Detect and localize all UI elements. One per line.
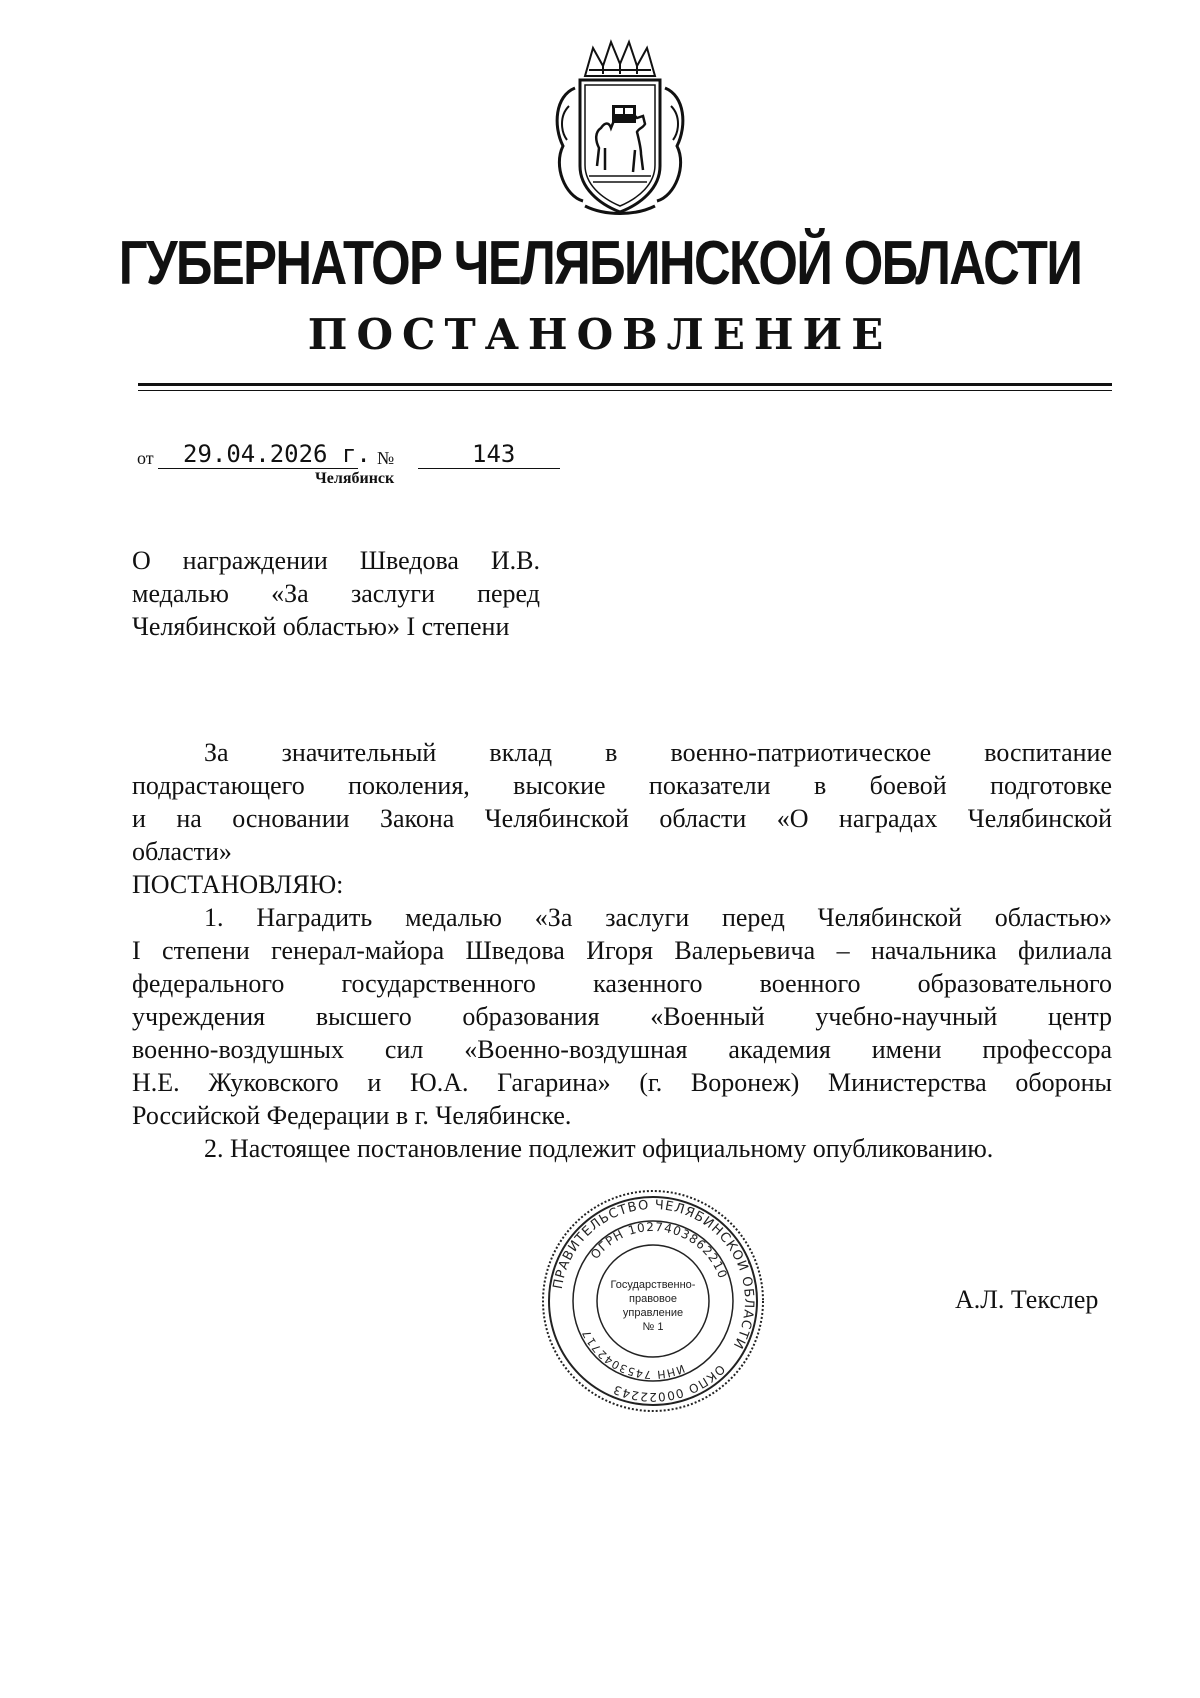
document-body (132, 736, 1112, 1165)
preamble-line: и на основании Закона Челябинской области «О наградах Челябинской (132, 804, 1112, 833)
item1-line: учреждения высшего образования «Военный учебно-научный центр (132, 1002, 1112, 1031)
seal-outer-text: ПРАВИТЕЛЬСТВО ЧЕЛЯБИНСКОЙ ОБЛАСТИ (550, 1197, 757, 1352)
subject-line: медалью «За заслуги перед (132, 579, 540, 608)
seal-center-line: управление (622, 1307, 684, 1319)
preamble-line: За значительный вклад в военно-патриотическое воспитание (204, 738, 1112, 767)
number-prefix: № (377, 448, 395, 468)
document-city: Челябинск (315, 470, 395, 487)
resolve-heading: ПОСТАНОВЛЯЮ: (132, 870, 344, 899)
seal-okpo: ОКПО 00022243 (610, 1361, 728, 1405)
seal-center-line: Государственно- (610, 1279, 696, 1291)
subject-line: Челябинской областью» I степени (132, 612, 510, 641)
item1-line: военно-воздушных сил «Военно-воздушная академия имени профессора (132, 1035, 1112, 1064)
signatory-name: А.Л. Текслер (955, 1285, 1099, 1314)
item1-line: Российской Федерации в г. Челябинске. (132, 1101, 572, 1130)
official-seal (538, 1186, 768, 1416)
seal-center-line: № 1 (642, 1321, 664, 1333)
seal-ogrn: ОГРН 1027403862210 (587, 1219, 731, 1281)
document-type: ПОСТАНОВЛЕНИЕ (307, 310, 893, 359)
authority-title: ГУБЕРНАТОР ЧЕЛЯБИНСКОЙ ОБЛАСТИ (118, 229, 1082, 298)
preamble-line: области» (132, 837, 232, 866)
header-divider-thick (138, 383, 1112, 386)
date-underline (158, 468, 358, 469)
number-underline (418, 468, 560, 469)
coat-of-arms-emblem (545, 36, 695, 221)
item1-line: Н.Е. Жуковского и Ю.А. Гагарина» (г. Воронеж) Министерства обороны (132, 1068, 1112, 1097)
item1-line: I степени генерал-майора Шведова Игоря Валерьевича – начальника филиала (132, 936, 1112, 965)
header-divider-thin (138, 390, 1112, 391)
item2-line: 2. Настоящее постановление подлежит официальному опубликованию. (204, 1134, 994, 1163)
item1-line: федерального государственного казенного военного образовательного (132, 969, 1112, 998)
date-prefix: от (137, 448, 154, 468)
document-date: 29.04.2026 г. (183, 440, 371, 468)
item1-line: 1. Наградить медалью «За заслуги перед Челябинской областью» (204, 903, 1112, 932)
document-number: 143 (472, 440, 516, 468)
seal-inn: ИНН 7453042717 (579, 1327, 687, 1382)
subject-line: О награждении Шведова И.В. (132, 546, 540, 575)
preamble-line: подрастающего поколения, высокие показатели в боевой подготовке (132, 771, 1112, 800)
document-subject (132, 544, 540, 643)
seal-center-line: правовое (629, 1293, 677, 1305)
